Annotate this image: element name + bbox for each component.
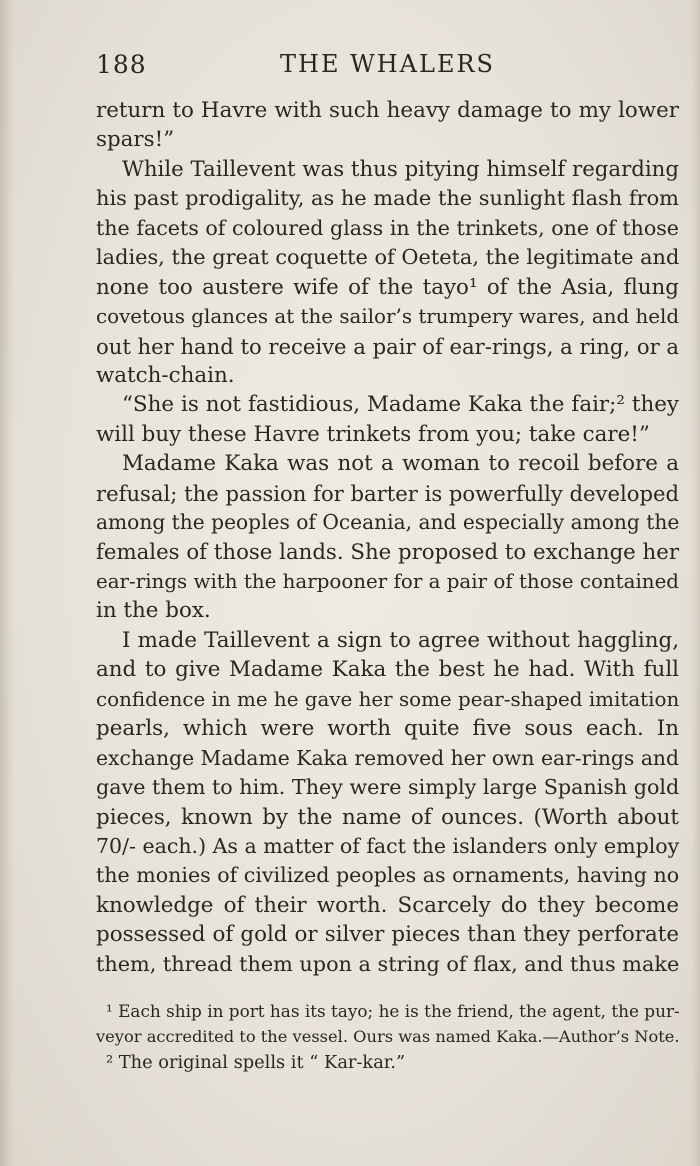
text-line: I made Taillevent a sign to agree without haggling, — [122, 627, 679, 653]
text-line: pearls, which were worth quite five sous each. In — [96, 716, 679, 742]
footnote-line: ¹ Each ship in port has its tayo; he is the friend, the agent, the pur- — [106, 1001, 680, 1021]
text-line: pieces, known by the name of ounces. (Worth about — [96, 804, 679, 830]
text-line: ear-rings with the harpooner for a pair of those contained — [96, 570, 679, 593]
text-line: confidence in me he gave her some pear-shaped imitation — [96, 687, 680, 711]
footnotes — [96, 998, 679, 1076]
text-line: out her hand to receive a pair of ear-rings, a ring, or a — [96, 333, 679, 359]
text-line: “She is not fastidious, Madame Kaka the fair;² they — [122, 392, 679, 418]
footnote-line: ² The original spells it “ Kar-kar.” — [106, 1052, 406, 1073]
page-shadow-left — [0, 0, 14, 1166]
text-line: gave them to him. They were simply large Spanish gold — [96, 775, 680, 800]
text-line: spars!” — [96, 127, 175, 153]
text-line: the facets of coloured glass in the trinkets, one of those — [96, 215, 679, 240]
text-line: them, thread them upon a string of flax, and thus make — [96, 951, 680, 976]
text-line: covetous glances at the sailor’s trumpery wares, and held — [96, 305, 680, 329]
body-text — [96, 96, 679, 979]
text-line: females of those lands. She proposed to exchange her — [96, 539, 679, 565]
text-line: his past prodigality, as he made the sunlight flash from — [96, 186, 679, 211]
text-line: refusal; the passion for barter is powerfully developed — [96, 480, 680, 506]
text-line: knowledge of their worth. Scarcely do they become — [96, 892, 679, 918]
text-line: the monies of civilized peoples as ornaments, having no — [96, 863, 680, 888]
text-line: ladies, the great coquette of Oeteta, the legitimate and — [96, 245, 680, 270]
footnote-line: veyor accredited to the vessel. Ours was named Kaka.—Author’s Note. — [96, 1027, 680, 1046]
text-line: possessed of gold or silver pieces than they perforate — [96, 922, 679, 948]
text-line: none too austere wife of the tayo¹ of the Asia, flung — [96, 274, 679, 300]
text-line: in the box. — [96, 598, 211, 624]
page-number: 188 — [96, 50, 147, 79]
page-header — [96, 48, 679, 82]
text-line: exchange Madame Kaka removed her own ear-rings and — [96, 745, 679, 770]
text-line: among the peoples of Oceania, and especially among the — [96, 510, 680, 535]
text-line: will buy these Havre trinkets from you; take care!” — [96, 421, 650, 447]
text-line: Madame Kaka was not a woman to recoil before a — [122, 451, 679, 477]
text-line: return to Havre with such heavy damage to my lower — [96, 98, 679, 123]
text-line: and to give Madame Kaka the best he had. With full — [96, 657, 679, 683]
text-line: While Taillevent was thus pitying himself regarding — [122, 156, 679, 182]
running-head: THE WHALERS — [280, 50, 495, 78]
text-line: watch-chain. — [96, 362, 235, 388]
page-shadow-right — [690, 0, 700, 1166]
text-line: 70/- each.) As a matter of fact the islanders only employ — [96, 833, 680, 858]
